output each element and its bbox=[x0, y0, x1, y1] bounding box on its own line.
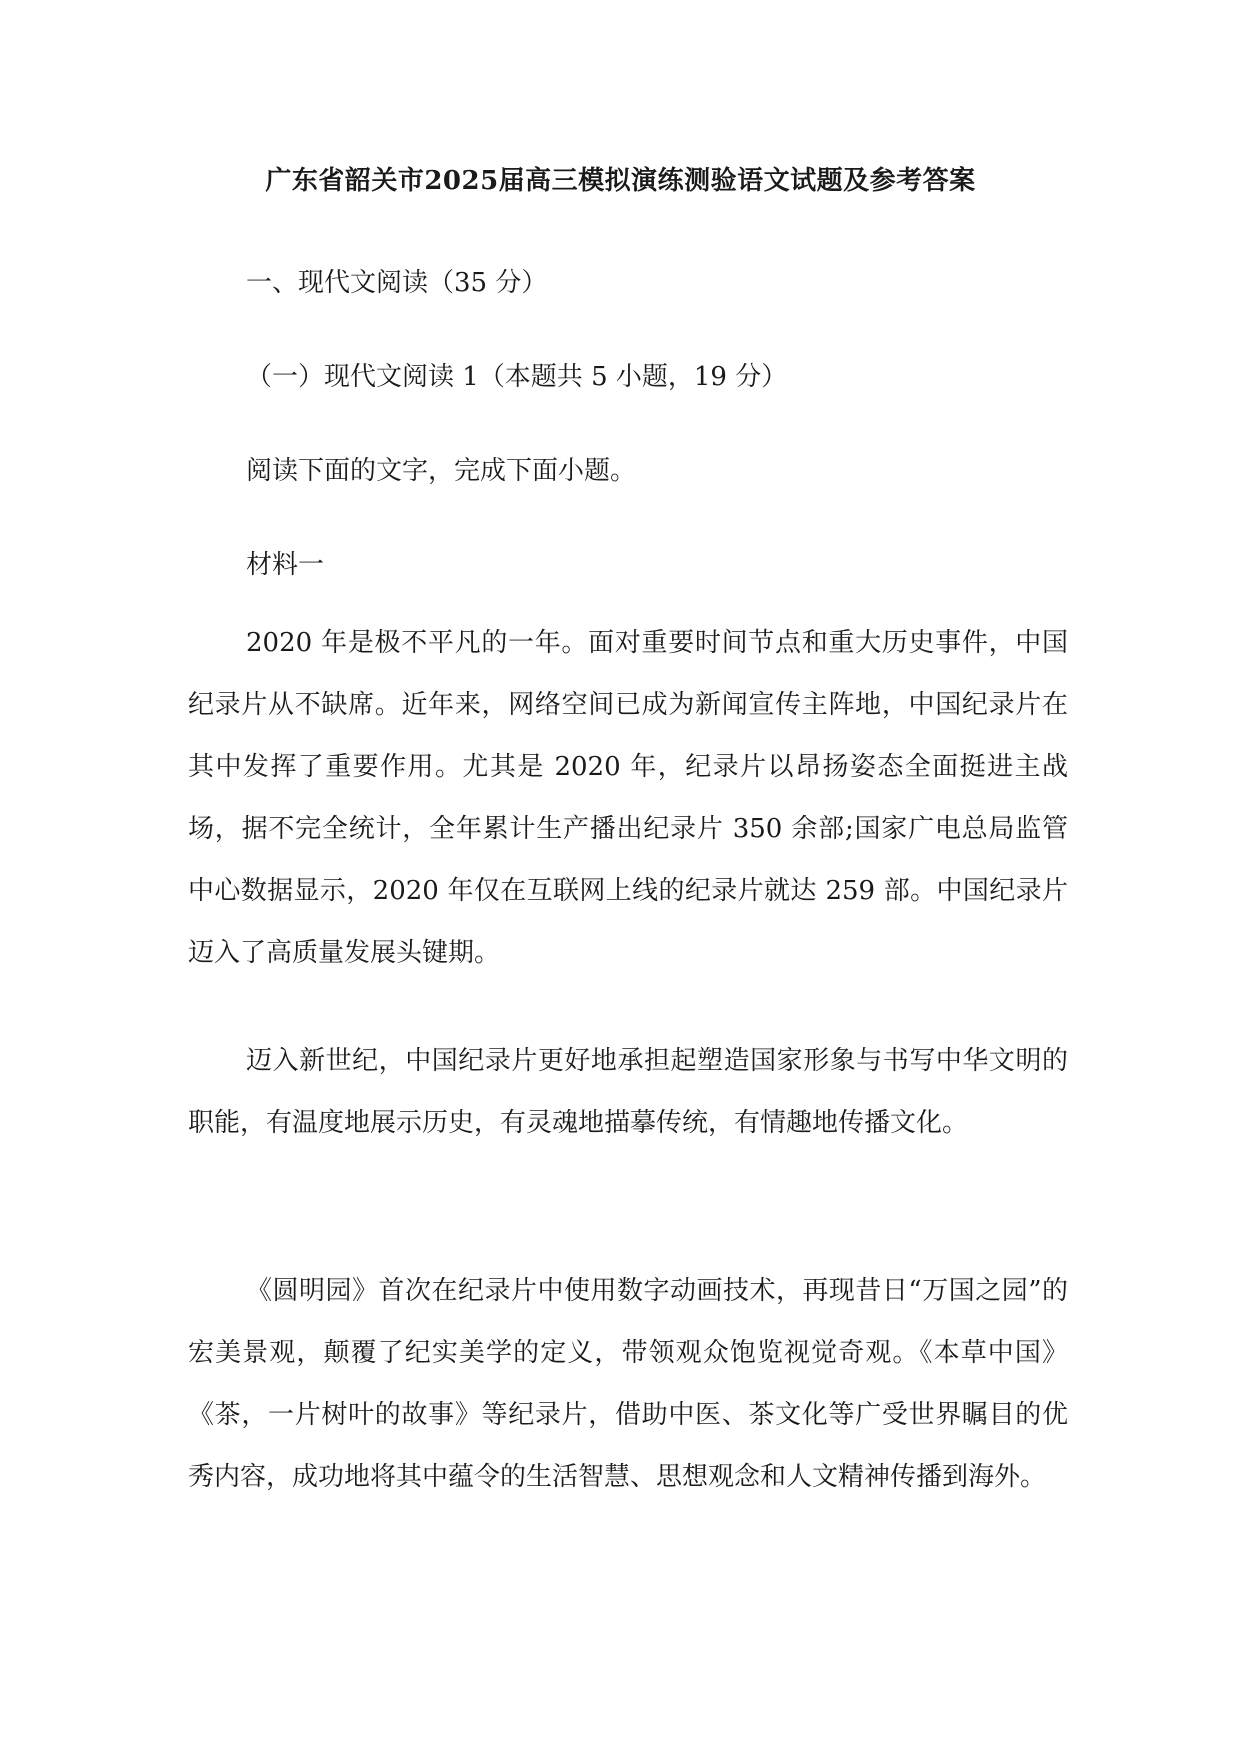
document-title: 广东省韶关市2025届高三模拟演练测验语文试题及参考答案 bbox=[265, 166, 976, 196]
material-label: 材料一 bbox=[246, 550, 325, 580]
paragraph-3: 《圆明园》首次在纪录片中使用数字动画技术，再现昔日“万国之园”的宏美景观，颠覆了纪实美学的定义，带领观众饱览视觉奇观。《本草中国》《茶，一片树叶的故事》等纪录片，借助中医、茶文化等广受世界瞩目的优秀内容，成功地将其中蕴令的生活智慧、思想观念和人文精神传播到海外。 bbox=[188, 1276, 1068, 1492]
subsection-heading: （一）现代文阅读 1（本题共 5 小题，19 分） bbox=[246, 362, 788, 392]
reading-instruction: 阅读下面的文字，完成下面小题。 bbox=[246, 456, 637, 486]
section-heading: 一、现代文阅读（35 分） bbox=[246, 268, 548, 298]
paragraph-1: 2020 年是极不平凡的一年。面对重要时间节点和重大历史事件，中国纪录片从不缺席。近年来，网络空间已成为新闻宣传主阵地，中国纪录片在其中发挥了重要作用。尤其是 2020 年，纪录片以昂扬姿态全面挺进主战场，据不完全统计，全年累计生产播出纪录片 350 余部;国家广电总局监管中心数据显示，2020 年仅在互联网上线的纪录片就达 259 部。中国纪录片迈入了高质量发展头键期。 bbox=[188, 628, 1068, 968]
paragraph-2: 迈入新世纪，中国纪录片更好地承担起塑造国家形象与书写中华文明的职能，有温度地展示历史，有灵魂地描摹传统，有情趣地传播文化。 bbox=[188, 1046, 1068, 1138]
